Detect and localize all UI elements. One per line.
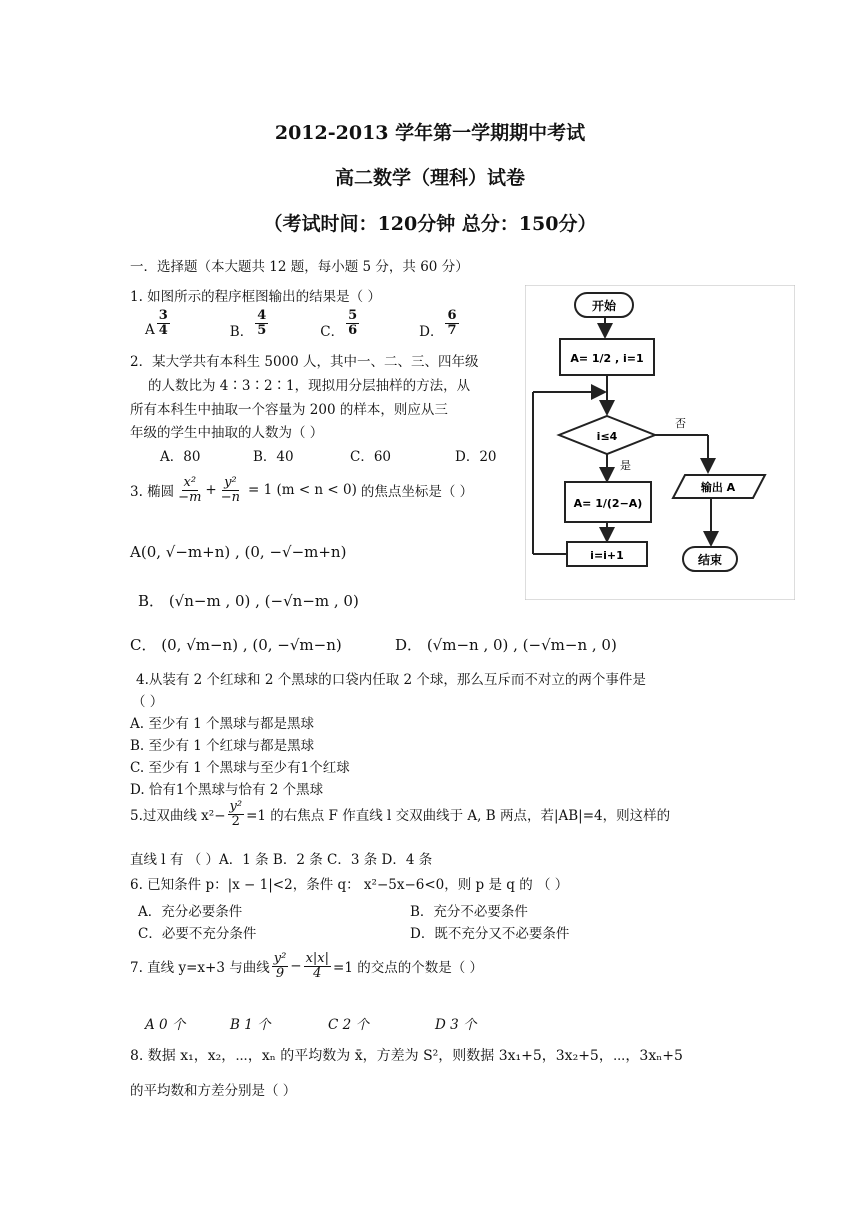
- q4-option-c: C. 至少有 1 个黑球与至少有1个红球: [130, 760, 350, 776]
- q6-stem: 6. 已知条件 p：|x − 1|<2，条件 q： x²−5x−6<0，则 p 是 q 的 （ ）: [130, 877, 569, 893]
- exam-title: 2012-2013 学年第一学期期中考试: [274, 122, 586, 144]
- q1-option-a-label: A: [145, 322, 155, 338]
- q1-options: [145, 306, 461, 340]
- q1-option-a: $\frac{3}{4}$: [158, 307, 168, 338]
- q7-fraction-1: $\frac{\text{y²}}{9}$: [273, 951, 287, 981]
- q2-line2: 的人数比为 4∶3∶2∶1，现拟用分层抽样的方法，从: [148, 378, 471, 394]
- flowchart-decision-label: i≤4: [596, 430, 618, 443]
- q4-stem: 4.从装有 2 个红球和 2 个黑球的口袋内任取 2 个球，那么互斥而不对立的两个事件是: [136, 672, 646, 688]
- q7-option-d: D 3 个: [435, 1017, 477, 1033]
- q3-option-d: D． (√m−n , 0) , (−√m−n , 0): [395, 636, 617, 654]
- flowchart-no-label: 否: [675, 417, 686, 430]
- q7-option-a: A 0 个: [145, 1017, 186, 1033]
- q6-option-a: A．充分必要条件: [138, 904, 243, 920]
- q2-line4: 年级的学生中抽取的人数为（ ）: [130, 425, 324, 441]
- q3-fraction-y: $\frac{\text{y²}}{-n}$: [220, 475, 240, 505]
- flowchart-yes-label: 是: [620, 459, 631, 472]
- q7-option-c: C 2 个: [328, 1017, 370, 1033]
- q3-option-c: C． (0, √m−n) , (0, −√m−n): [130, 636, 342, 654]
- q7-fraction-2: $\frac{x|x|}{4}$: [305, 951, 330, 981]
- q2-line1: 2．某大学共有本科生 5000 人，其中一、二、三、四年级: [130, 354, 479, 370]
- q7-stem: 7. 直线 y=x+3 与曲线 $\frac{\text{y²}}{9}$ − $\frac{x|x|}{4}$ =1 的交点的个数是（ ）: [130, 951, 484, 981]
- q1-option-c-label: C．: [320, 324, 345, 340]
- exam-time-score: （考试时间：120分钟 总分：150分）: [263, 213, 597, 235]
- q6-option-d: D．既不充分又不必要条件: [410, 926, 570, 942]
- q3-option-a: A(0, √−m+n) , (0, −√−m+n): [130, 543, 347, 561]
- exam-subtitle: 高二数学（理科）试卷: [334, 167, 525, 189]
- q1-option-d-label: D．: [419, 324, 444, 340]
- q5-stem: 5.过双曲线 x²− $\frac{\text{y²}}{2}$ =1 的右焦点 F 作直线 l 交双曲线于 A, B 两点，若|AB|=4，则这样的: [130, 799, 671, 829]
- flowchart-start-label: 开始: [591, 299, 617, 313]
- flowchart-end-label: 结束: [697, 553, 723, 567]
- q2-line3: 所有本科生中抽取一个容量为 200 的样本，则应从三: [130, 402, 448, 418]
- q1-option-b: $\frac{4}{5}$: [257, 307, 267, 338]
- q1-stem: 1. 如图所示的程序框图输出的结果是（ ）: [130, 289, 381, 305]
- q4-option-a: A. 至少有 1 个黑球与都是黑球: [130, 716, 315, 732]
- q3-suffix: 的焦点坐标是（ ）: [360, 484, 474, 501]
- q2-option-c: C．60: [350, 449, 392, 465]
- flowchart-increment-label: i=i+1: [590, 549, 624, 562]
- q1-option-b-label: B．: [229, 324, 254, 340]
- q6-option-b: B．充分不必要条件: [410, 904, 528, 920]
- q4-option-d: D. 恰有1个黑球与恰有 2 个黑球: [130, 782, 324, 798]
- flowchart-frame: [525, 285, 795, 600]
- q3-option-b: B． (√n−m , 0) , (−√n−m , 0): [138, 592, 359, 610]
- q8-stem: 8. 数据 x₁，x₂，⋯，xₙ 的平均数为 x̄，方差为 S²，则数据 3x₁+5，3x₂+5，⋯，3xₙ+5: [130, 1048, 683, 1064]
- flowchart-update-label: A= 1/(2−A): [573, 497, 643, 510]
- q3-prefix: 3. 椭圆: [130, 484, 175, 501]
- q3-stem: 3. 椭圆 $\frac{\text{x²}}{-m}$ + $\frac{\text{y²}}{-n}$ = 1 (m < n < 0) 的焦点坐标是（ ）: [130, 475, 474, 505]
- q5-line2-options: 直线 l 有 （ ）A．1 条 B．2 条 C．3 条 D．4 条: [130, 852, 433, 868]
- q6-option-c: C．必要不充分条件: [138, 926, 257, 942]
- flowchart-init-label: A= 1/2 , i=1: [570, 352, 644, 365]
- program-flowchart: [525, 285, 795, 600]
- q5-fraction: $\frac{\text{y²}}{2}$: [229, 799, 243, 829]
- q2-option-d: D．20: [455, 449, 497, 465]
- q3-condition: = 1 (m < n < 0): [247, 482, 357, 499]
- q1-option-c: $\frac{5}{6}$: [348, 307, 358, 338]
- q2-option-a: A．80: [160, 449, 201, 465]
- q7-option-b: B 1 个: [230, 1017, 271, 1033]
- q8-stem-line2: 的平均数和方差分别是（ ）: [130, 1083, 297, 1099]
- q4-stem-paren: （ ）: [132, 694, 164, 710]
- q1-option-d: $\frac{6}{7}$: [447, 307, 457, 338]
- flowchart-output-label: 输出 A: [700, 481, 736, 494]
- q2-option-b: B．40: [253, 449, 294, 465]
- section-heading: 一．选择题（本大题共 12 题，每小题 5 分，共 60 分）: [130, 259, 469, 275]
- q4-option-b: B. 至少有 1 个红球与都是黑球: [130, 738, 315, 754]
- q3-fraction-x: $\frac{\text{x²}}{-m}$: [178, 475, 202, 505]
